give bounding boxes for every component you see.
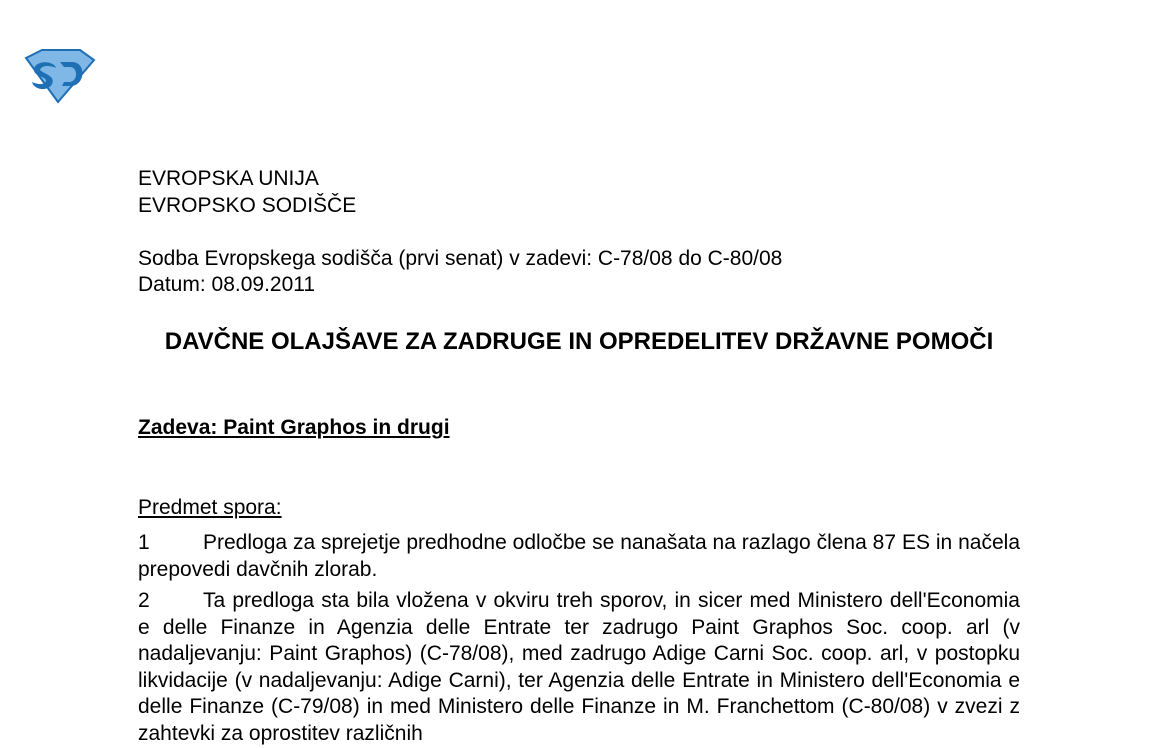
- paragraph-number: 1: [138, 531, 150, 554]
- header-line-2: EVROPSKO SODIŠČE: [138, 194, 357, 217]
- subject-heading: Predmet spora:: [138, 496, 282, 519]
- ruling-line: Sodba Evropskega sodišča (prvi senat) v zadevi: C-78/08 do C-80/08: [138, 247, 783, 270]
- paragraph-1: [138, 530, 1020, 583]
- paragraph-number: 2: [138, 589, 150, 612]
- paragraph-text: Predloga za sprejetje predhodne odločbe se nanašata na razlago člena 87 ES in načela prepovedi davčnih zlorab.: [138, 531, 1020, 581]
- header-line-1: EVROPSKA UNIJA: [138, 167, 319, 190]
- ruling-date: Datum: 08.09.2011: [138, 273, 316, 296]
- paragraph-2: [138, 588, 1020, 748]
- case-heading: Zadeva: Paint Graphos in drugi: [138, 416, 450, 439]
- paragraph-text: Ta predloga sta bila vložena v okviru treh sporov, in sicer med Ministero dell'Economia e delle Finanze in Agenzia delle Entrate ter zadrugo Paint Graphos Soc. coop. arl (v nadaljevanju: Paint Graphos) (C-78/08), med zadrugo Adige Carni Soc. coop. arl, v postopku likvidacije (v nadaljevanju: Adige Carni), ter Agenzia delle Entrate in Ministero dell'Economia e delle Finanze (C-79/08) in med Ministero delle Finanze in M. Franchettom (C-80/08) v zvezi z zahtevki za oprostitev različnih: [138, 589, 1020, 745]
- publisher-logo: [22, 48, 96, 104]
- document-title: DAVČNE OLAJŠAVE ZA ZADRUGE IN OPREDELITEV DRŽAVNE POMOČI: [164, 328, 994, 355]
